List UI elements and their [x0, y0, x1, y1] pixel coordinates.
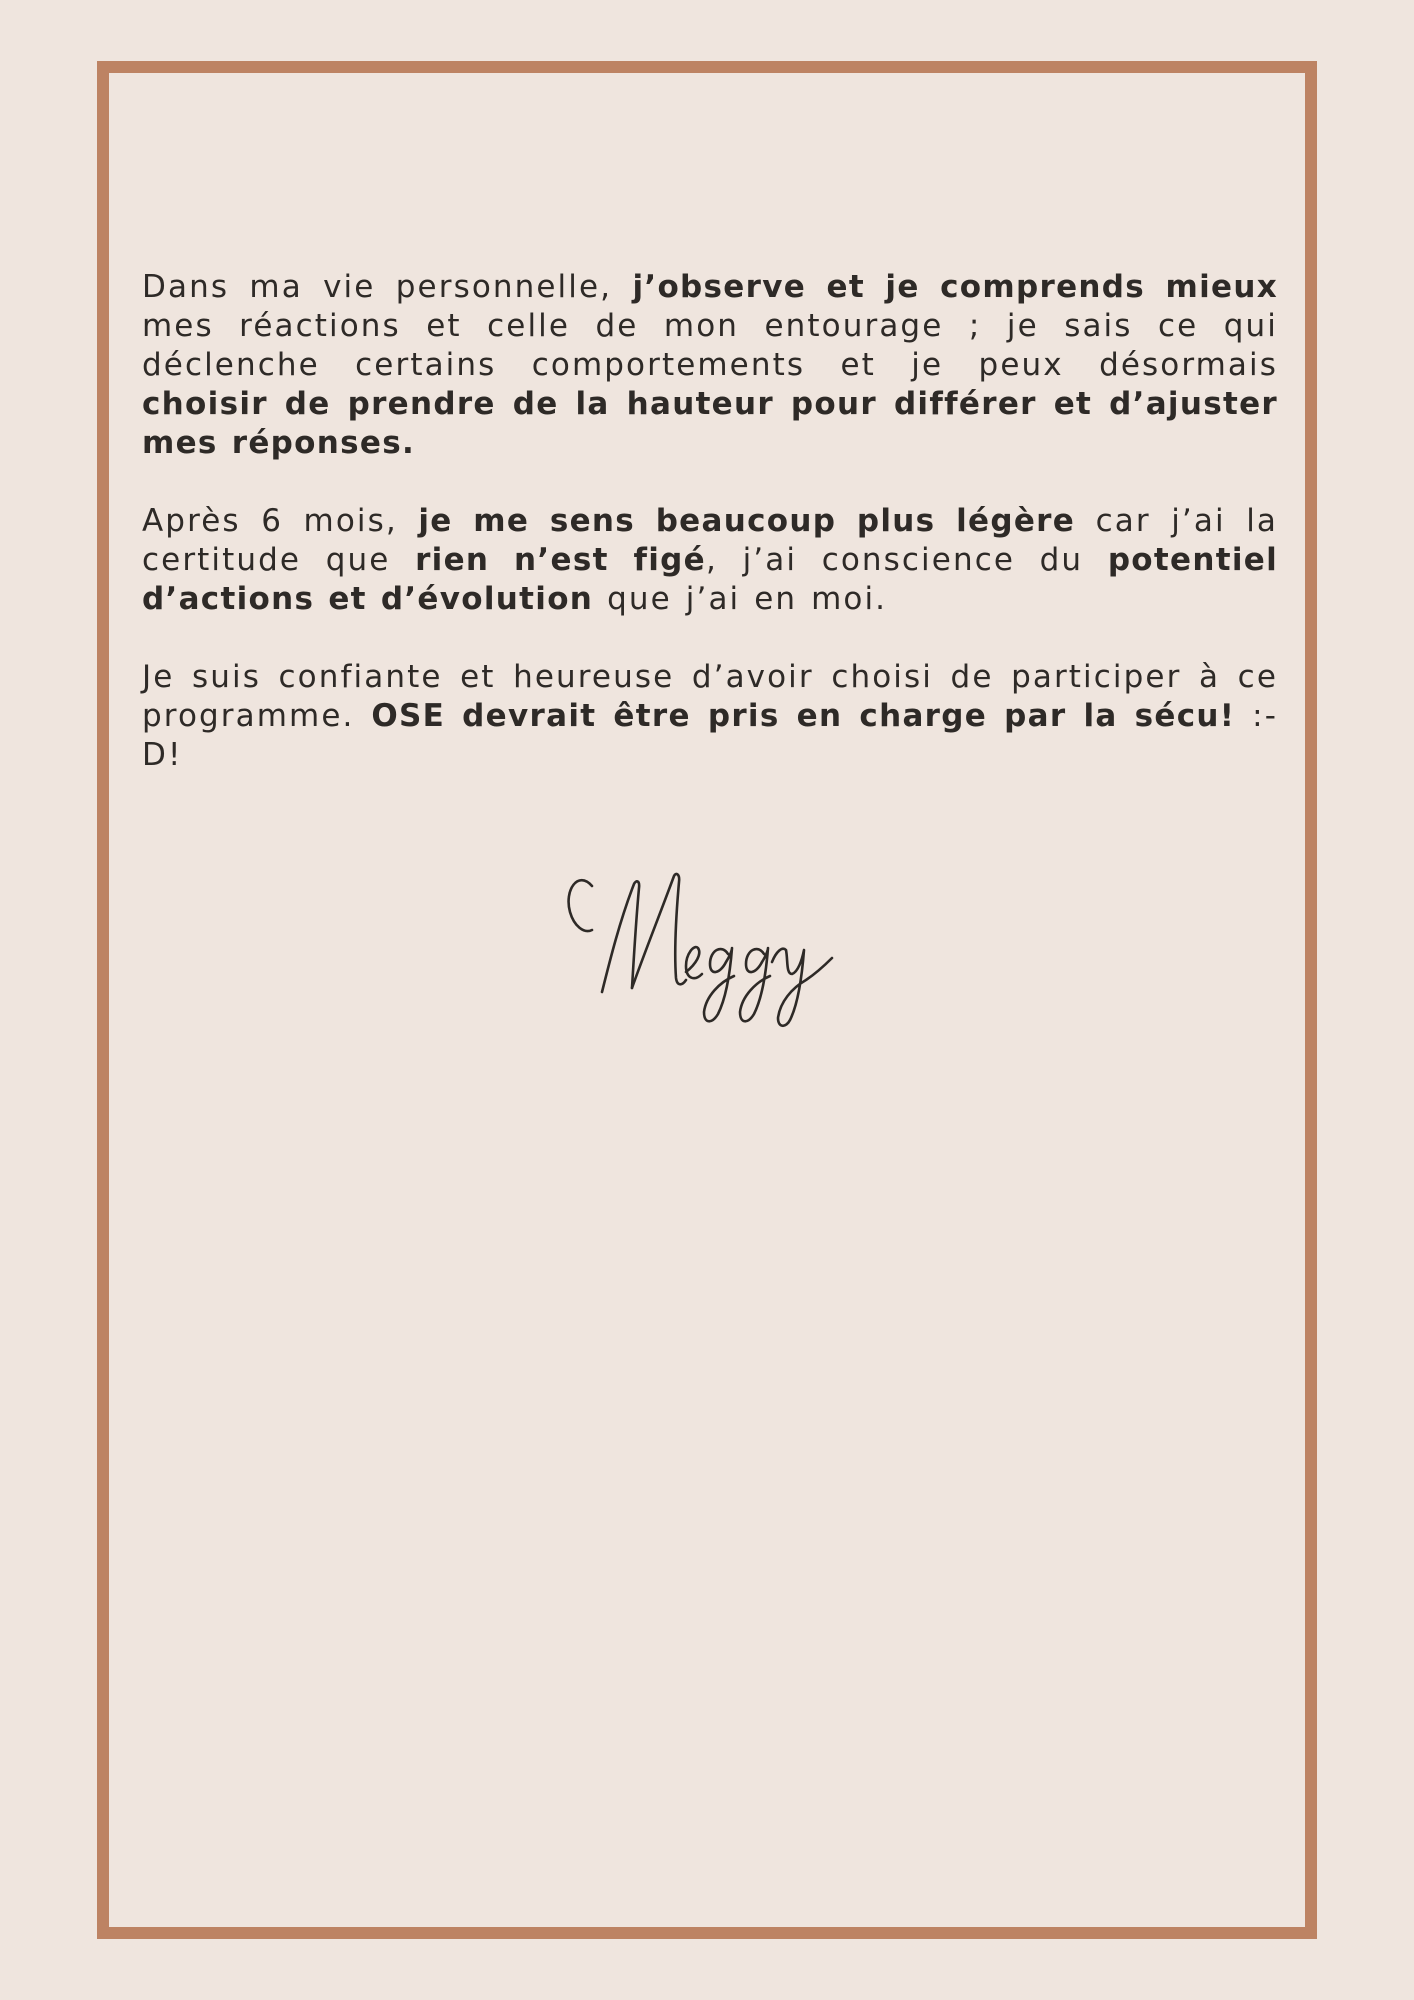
- text-segment: Je suis confiante et heureuse d’avoir choisi de participer à ce programme.: [142, 659, 1278, 734]
- text-segment: , j’ai conscience du: [706, 542, 1108, 578]
- bold-segment: je me sens beaucoup plus légère: [418, 503, 1076, 539]
- bold-segment: choisir de prendre de la hauteur pour différer et d’ajuster mes réponses.: [142, 386, 1278, 461]
- text-segment: Après 6 mois,: [142, 503, 419, 539]
- text-segment: Dans ma vie personnelle,: [142, 269, 633, 305]
- bold-segment: rien n’est figé: [415, 542, 706, 578]
- text-segment: :-D!: [142, 698, 1278, 773]
- bold-segment: OSE devrait être pris en charge par la sécu!: [371, 698, 1236, 734]
- bold-segment: j’observe et je comprends mieux: [632, 269, 1278, 305]
- bold-segment: potentiel d’actions et d’évolution: [142, 542, 1279, 617]
- paragraph-confident: [142, 658, 1278, 775]
- paragraph-personal-life: [142, 268, 1278, 463]
- testimonial-text: [142, 268, 1278, 814]
- handwritten-signature: [560, 850, 860, 1030]
- text-segment: que j’ai en moi.: [593, 581, 888, 617]
- paragraph-after-six-months: [142, 502, 1278, 619]
- text-segment: car j’ai la certitude que: [142, 503, 1279, 578]
- text-segment: mes réactions et celle de mon entourage ; je sais ce qui déclenche certains comportements et je peux désormais: [142, 308, 1278, 383]
